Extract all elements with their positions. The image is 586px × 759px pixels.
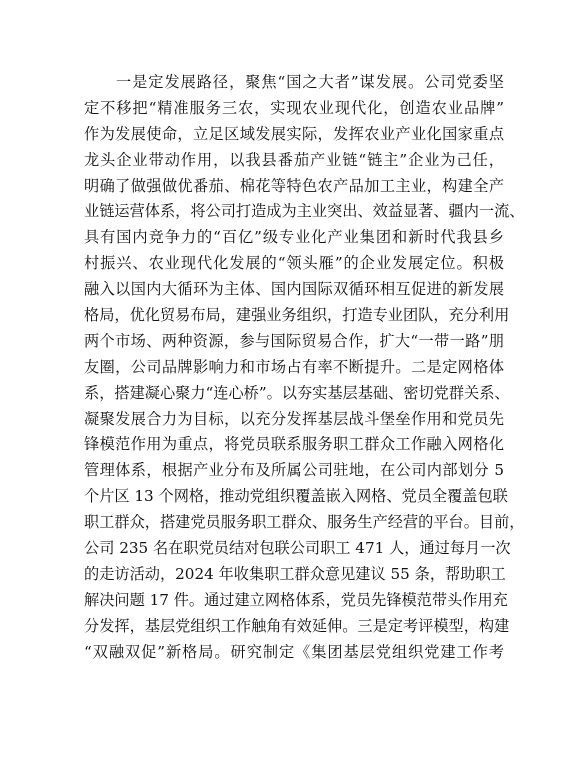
paragraph-line: 龙头企业带动作用，以我县番茄产业链“链主”企业为己任， — [84, 150, 504, 169]
paragraph-line: 分发挥，基层党组织工作触角有效延伸。三是定考评模型，构建 — [84, 616, 510, 635]
paragraph-line: 友圈，公司品牌影响力和市场占有率不断提升。二是定网格体 — [84, 357, 504, 376]
paragraph-line: 的走访活动，2024 年收集职工群众意见建议 55 条，帮助职工 — [84, 564, 506, 583]
paragraph-line: 格局，优化贸易布局，建强业务组织，打造专业团队，充分利用 — [84, 306, 510, 325]
paragraph-line: 系，搭建凝心聚力“连心桥”。以夯实基层基础、密切党群关系、 — [84, 383, 510, 402]
paragraph-line: 定不移把“精准服务三农，实现农业现代化，创造农业品牌” — [84, 98, 504, 117]
paragraph-line: 两个市场、两种资源，参与国际贸易合作，扩大“一带一路”朋 — [84, 331, 504, 350]
paragraph-line: 锋模范作用为重点，将党员联系服务职工群众工作融入网格化 — [84, 435, 504, 454]
paragraph-line: 公司 235 名在职党员结对包联公司职工 471 人，通过每月一次 — [84, 539, 511, 558]
paragraph-line: 具有国内竞争力的“百亿”级专业化产业集团和新时代我县乡 — [84, 228, 504, 247]
paragraph-line: 凝聚发展合力为目标，以充分发挥基层战斗堡垒作用和党员先 — [84, 409, 504, 428]
paragraph-line: 一是定发展路径，聚焦“国之大者”谋发展。公司党委坚 — [116, 73, 504, 91]
paragraph-line: “双融双促”新格局。研究制定《集团基层党组织党建工作考 — [84, 642, 504, 661]
paragraph-line: 村振兴、农业现代化发展的“领头雁”的企业发展定位。积极 — [84, 254, 504, 273]
paragraph-line: 解决问题 17 件。通过建立网格体系，党员先锋模范带头作用充 — [84, 590, 508, 609]
paragraph-line: 作为发展使命，立足区域发展实际，发挥农业产业化国家重点 — [84, 124, 504, 143]
paragraph-line: 管理体系，根据产业分布及所属公司驻地，在公司内部划分 5 — [84, 461, 504, 480]
body-paragraph — [84, 70, 525, 665]
paragraph-line: 职工群众，搭建党员服务职工群众、服务生产经营的平台。目前， — [84, 513, 525, 532]
paragraph-line: 个片区 13 个网格，推动党组织覆盖嵌入网格、党员全覆盖包联 — [84, 487, 508, 506]
paragraph-line: 业链运营体系，将公司打造成为主业突出、效益显著、疆内一流、 — [84, 202, 525, 221]
paragraph-line: 明确了做强做优番茄、棉花等特色农产品加工主业，构建全产 — [84, 176, 504, 195]
paragraph-line: 融入以国内大循环为主体、国内国际双循环相互促进的新发展 — [84, 280, 504, 299]
